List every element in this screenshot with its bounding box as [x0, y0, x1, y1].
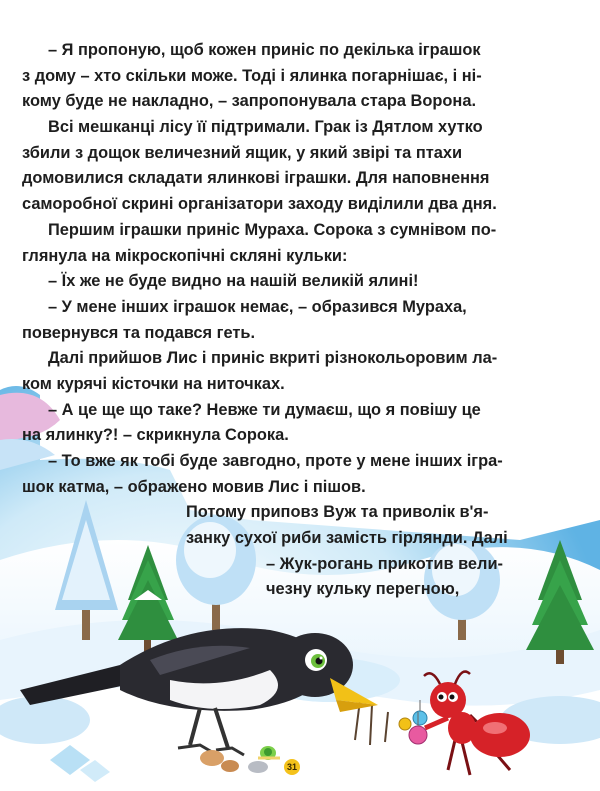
- page-number: 31: [284, 759, 300, 775]
- story-text: [22, 38, 578, 603]
- text-line: збили з дощок величезний ящик, у який звірі та птахи: [22, 143, 463, 162]
- text-line: Далі прийшов Лис і приніс вкриті різнокольоровим ла-: [48, 349, 498, 368]
- text-line: Всі мешканці лісу її підтримали. Грак із Дятлом хутко: [48, 118, 483, 137]
- text-line: глянула на мікроскопічні скляні кульки:: [22, 246, 348, 265]
- text-line: кому буде не накладно, – запропонувала стара Ворона.: [22, 92, 476, 111]
- text-line: шок катма, – ображено мовив Лис і пішов.: [22, 477, 366, 496]
- text-line: – Я пропоную, щоб кожен приніс по декілька іграшок: [48, 41, 481, 59]
- text-line: повернувся та подався геть.: [22, 323, 256, 342]
- text-line: домовилися складати ялинкові іграшки. Для наповнення: [22, 169, 490, 188]
- text-line: Потому приповз Вуж та приволік в'я-: [186, 503, 489, 522]
- text-line: – У мене інших іграшок немає, – образився Мураха,: [48, 297, 467, 316]
- text-line: з дому – хто скільки може. Тоді і ялинка погарнішає, і ні-: [22, 66, 482, 85]
- text-line: занку сухої риби замість гірлянди. Далі: [186, 529, 508, 548]
- text-line: ком курячі кісточки на ниточках.: [22, 374, 285, 393]
- text-line: – То вже як тобі буде завгодно, проте у мене інших ігра-: [48, 452, 503, 470]
- text-line: на ялинку?! – скрикнула Сорока.: [22, 426, 289, 445]
- text-line: – Жук-рогань прикотив вели-: [266, 554, 503, 573]
- text-line: – Їх же не буде видно на нашій великій ялині!: [48, 272, 419, 291]
- text-line: Першим іграшки приніс Мураха. Сорока з сумнівом по-: [48, 220, 497, 239]
- text-line: – А це ще що таке? Невже ти думаєш, що я повішу це: [48, 400, 481, 419]
- text-line: чезну кульку перегною,: [266, 580, 460, 599]
- text-line: саморобної скрині організатори заходу виділили два дня.: [22, 195, 497, 214]
